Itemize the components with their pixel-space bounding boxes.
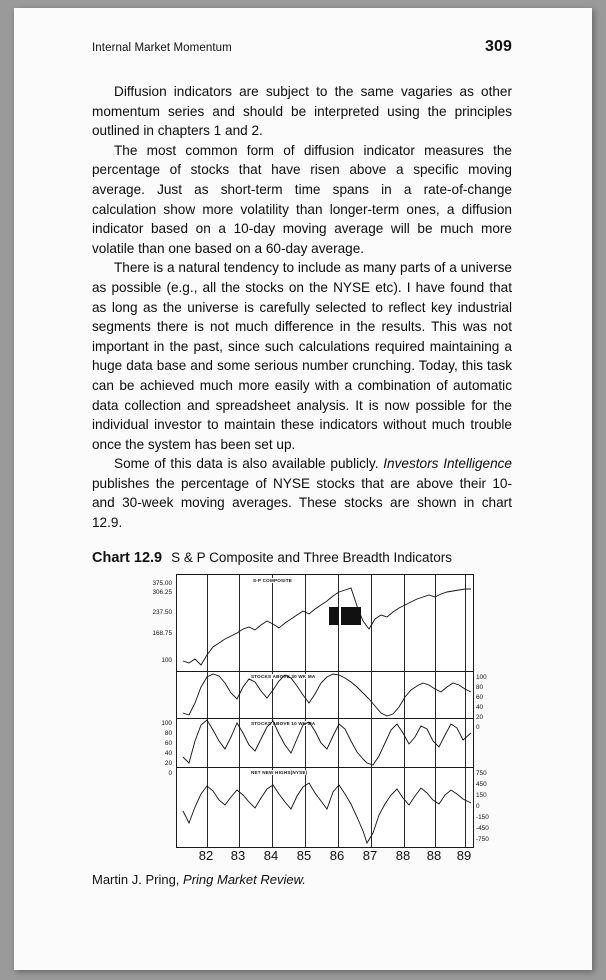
xtick-88b: 88	[426, 847, 442, 863]
series-stocks-10wk	[183, 720, 471, 765]
ytick-p3-60: 60	[164, 739, 172, 747]
chart-series-svg	[177, 575, 473, 847]
chart-title: S & P Composite and Three Breadth Indicators	[171, 549, 453, 565]
chart-plot-area	[176, 574, 474, 848]
xtick-85: 85	[296, 847, 312, 863]
ytick-p4-450: 450	[476, 780, 487, 788]
series-sp-composite	[183, 588, 471, 665]
series-stocks-30wk	[183, 674, 471, 716]
logo-mark-right	[341, 607, 361, 625]
paragraph-4	[92, 454, 512, 532]
ytick-p1-237: 237.50	[152, 608, 172, 616]
ytick-p3-100: 100	[161, 719, 172, 727]
ytick-p3-20: 20	[164, 759, 172, 767]
running-head-title: Internal Market Momentum	[92, 42, 232, 54]
chart-number: Chart 12.9	[92, 549, 163, 566]
paragraph-2: The most common form of diffusion indicator measures the percentage of stocks that have risen above a specific moving average. Just as short-term time spans in a rate-of-change calculation show more volatility than longer-term ones, a diffusion indicator based on a 10-day moving average will be much more volatile than one based on a 60-day average.	[92, 142, 512, 256]
source-publication: Pring Market Review.	[183, 871, 306, 887]
ytick-p1-100: 100	[161, 656, 172, 664]
page-content	[92, 38, 512, 887]
source-author: Martin J. Pring,	[92, 871, 184, 887]
ytick-p3-0: 0	[168, 769, 172, 777]
ytick-p2-80: 80	[476, 683, 484, 691]
xtick-83: 83	[230, 847, 246, 863]
logo-mark-left	[329, 607, 339, 625]
ytick-p2-100: 100	[476, 673, 487, 681]
running-head	[92, 38, 512, 56]
panel-label-stocks-10wk: STOCKS ABOVE 10 WK MA	[251, 720, 316, 726]
ytick-p2-60: 60	[476, 693, 484, 701]
page-number: 309	[485, 38, 512, 55]
paragraph-3: There is a natural tendency to include as many parts of a universe as possible (e.g., all the stocks on the NYSE etc). I have found that as long as the universe is carefully selected to reflect key industrial segments there is not much difference in the results. This was not important in the past, since such calculations required maintaining a huge data base and some serious number crunching. Today, this task can be achieved much more easily with a combination of automatic data collection and spreadsheet analysis. It is now possible for the individual investor to maintain these indicators without much trouble once the system has been set up.	[92, 260, 512, 452]
chart-caption	[92, 550, 512, 566]
ytick-p4-150: 150	[476, 791, 487, 799]
ytick-p4-0: 0	[476, 802, 480, 810]
paragraph-1: Diffusion indicators are subject to the same vagaries as other momentum series and should be interpreted using the principles outlined in chapters 1 and 2.	[92, 84, 512, 139]
book-page	[14, 8, 592, 970]
series-net-new-highs	[183, 783, 471, 843]
panel-label-sp-composite: S-P COMPOSITE	[253, 577, 293, 583]
body-text	[92, 82, 512, 533]
chart-x-axis	[176, 848, 472, 866]
xtick-86: 86	[329, 847, 345, 863]
ytick-p2-20: 20	[476, 713, 484, 721]
ytick-p4-neg150: -150	[476, 813, 489, 821]
xtick-89: 89	[456, 847, 472, 863]
xtick-84: 84	[263, 847, 279, 863]
chart-figure	[92, 574, 512, 866]
xtick-88a: 88	[395, 847, 411, 863]
ytick-p2-40: 40	[476, 703, 484, 711]
ytick-p3-80: 80	[164, 729, 172, 737]
paragraph-4-lead: Some of this data is also available publicly.	[114, 456, 384, 472]
ytick-p1-168: 168.75	[152, 629, 172, 637]
ytick-p1-375: 375.00	[152, 579, 172, 587]
publication-name: Investors Intelligence	[383, 456, 512, 472]
panel-label-net-new-highs: NET NEW HIGHS(NYSE)	[251, 769, 308, 775]
panel-label-stocks-30wk: STOCKS ABOVE 30 WK MA	[251, 673, 316, 679]
paragraph-4-rest: publishes the percentage of NYSE stocks that are above their 10- and 30-week moving averages. These stocks are shown in chart 12.9.	[92, 475, 512, 531]
ytick-p4-neg750: -750	[476, 835, 489, 843]
ytick-p1-306: 306.25	[152, 588, 172, 596]
xtick-87: 87	[362, 847, 378, 863]
ytick-p2-0: 0	[476, 723, 480, 731]
figure-source	[92, 872, 512, 887]
xtick-82: 82	[198, 847, 214, 863]
ytick-p4-neg450: -450	[476, 824, 489, 832]
ytick-p4-750: 750	[476, 769, 487, 777]
ytick-p3-40: 40	[164, 749, 172, 757]
